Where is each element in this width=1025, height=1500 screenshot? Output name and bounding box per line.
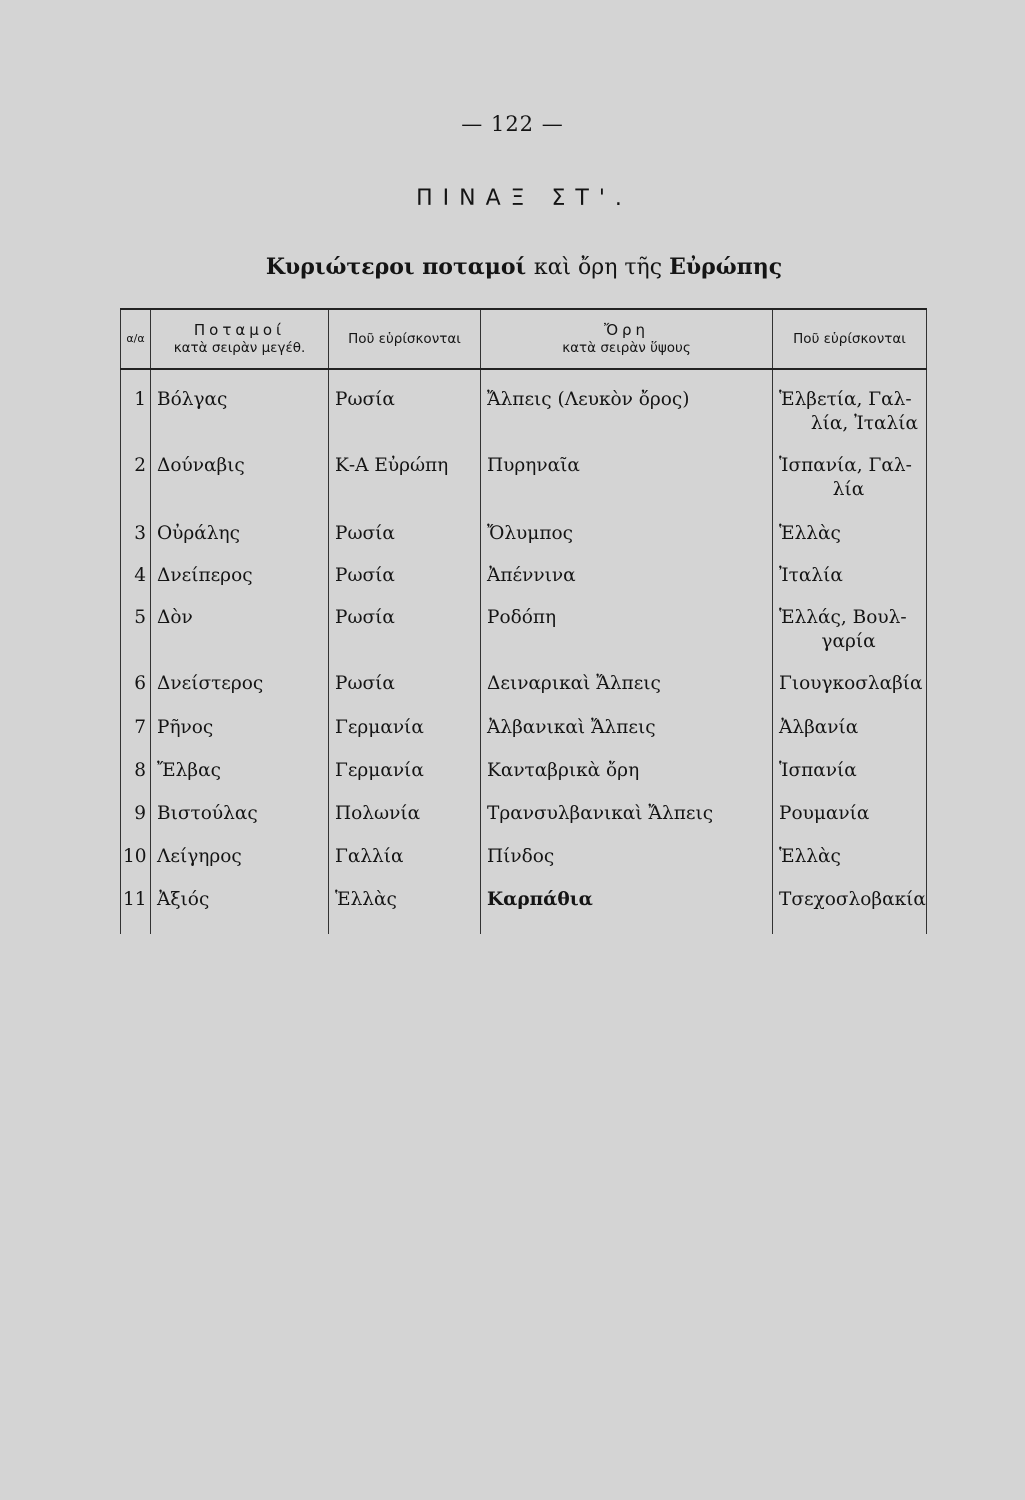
cell-river: Βιστούλας xyxy=(151,798,329,841)
table-row xyxy=(121,450,927,518)
cell-river: Βόλγας xyxy=(151,384,329,450)
table-row xyxy=(121,798,927,841)
table-row xyxy=(121,755,927,798)
table-row xyxy=(121,518,927,560)
cell-river-where: Ἑλλὰς xyxy=(329,884,481,934)
cell-mountain-where-line2: γαρία xyxy=(821,631,876,652)
cell-river-where: Ρωσία xyxy=(329,560,481,602)
cell-mountain-where xyxy=(773,384,927,450)
header-mountains xyxy=(481,309,773,369)
cell-mountain: Πίνδος xyxy=(481,841,773,884)
cell-rank: 10 xyxy=(121,841,151,884)
cell-rank: 4 xyxy=(121,560,151,602)
cell-mountain-where-line1: Ἑλβετία, Γαλ- xyxy=(779,389,912,410)
cell-river: Δνείστερος xyxy=(151,668,329,712)
cell-river: Ρῆνος xyxy=(151,712,329,755)
cell-mountain: Ροδόπη xyxy=(481,602,773,668)
cell-rank: 11 xyxy=(121,884,151,934)
cell-mountain-where: Τσεχοσλοβακία xyxy=(773,884,927,934)
cell-rank: 1 xyxy=(121,384,151,450)
cell-mountain-where-line2: λία xyxy=(832,479,865,500)
header-rivers-where: Ποῦ εὑρίσκονται xyxy=(329,309,481,369)
cell-rank: 9 xyxy=(121,798,151,841)
cell-river-where: Κ-Α Εὐρώπη xyxy=(329,450,481,518)
cell-mountain-where: Ρουμανία xyxy=(773,798,927,841)
cell-mountain-where: Ἱσπανία xyxy=(773,755,927,798)
cell-mountain-where: Γιουγκοσλαβία xyxy=(773,668,927,712)
spacer-row xyxy=(121,369,927,384)
table-row xyxy=(121,884,927,934)
cell-river: Δούναβις xyxy=(151,450,329,518)
cell-river-where: Πολωνία xyxy=(329,798,481,841)
header-mountains-title: Ὄρη xyxy=(603,321,650,339)
rivers-mountains-table xyxy=(120,308,927,934)
subtitle-part-b: καὶ ὄρη τῆς xyxy=(533,255,670,280)
cell-mountain-where: Ἰταλία xyxy=(773,560,927,602)
cell-river: Δνείπερος xyxy=(151,560,329,602)
cell-river: Δὸν xyxy=(151,602,329,668)
cell-river-where: Γερμανία xyxy=(329,755,481,798)
cell-rank: 5 xyxy=(121,602,151,668)
cell-mountain-where-line2: λία, Ἰταλία xyxy=(810,413,918,434)
table-row xyxy=(121,841,927,884)
table-row xyxy=(121,602,927,668)
header-rank: α/α xyxy=(121,309,151,369)
header-rivers xyxy=(151,309,329,369)
cell-river-where: Ρωσία xyxy=(329,384,481,450)
cell-rank: 6 xyxy=(121,668,151,712)
cell-river: Λείγηρος xyxy=(151,841,329,884)
header-mountains-where: Ποῦ εὑρίσκονται xyxy=(773,309,927,369)
cell-river-where: Ρωσία xyxy=(329,602,481,668)
header-mountains-subtitle: κατὰ σειρὰν ὕψους xyxy=(562,340,691,356)
table-title: ΠΙΝΑΞ ΣΤ'. xyxy=(416,186,632,211)
cell-mountain-where: Ἑλλὰς xyxy=(773,841,927,884)
cell-mountain-where-line1: Ἱσπανία, Γαλ- xyxy=(779,455,912,476)
cell-river: Ἔλβας xyxy=(151,755,329,798)
cell-mountain-where xyxy=(773,450,927,518)
cell-mountain: Δειναρικαὶ Ἄλπεις xyxy=(481,668,773,712)
cell-river: Ἀξιός xyxy=(151,884,329,934)
header-rivers-subtitle: κατὰ σειρὰν μεγέθ. xyxy=(173,340,306,356)
cell-river-where: Ρωσία xyxy=(329,668,481,712)
cell-mountain-where xyxy=(773,602,927,668)
subtitle-part-a: Κυριώτεροι ποταμοί xyxy=(265,254,534,280)
cell-mountain-where: Ἀλβανία xyxy=(773,712,927,755)
cell-mountain: Ἀλβανικαὶ Ἄλπεις xyxy=(481,712,773,755)
cell-rank: 3 xyxy=(121,518,151,560)
cell-river-where: Ρωσία xyxy=(329,518,481,560)
cell-rank: 2 xyxy=(121,450,151,518)
subtitle-part-c: Εὐρώπης xyxy=(669,254,783,280)
cell-mountain: Καρπάθια xyxy=(481,884,773,934)
table-row xyxy=(121,668,927,712)
cell-river: Οὐράλης xyxy=(151,518,329,560)
cell-mountain: Ἀπέννινα xyxy=(481,560,773,602)
table-row xyxy=(121,712,927,755)
table-row xyxy=(121,560,927,602)
page-number: — 122 — xyxy=(461,112,564,136)
table-header-row xyxy=(121,309,927,369)
cell-river-where: Γερμανία xyxy=(329,712,481,755)
cell-mountain: Κανταβρικὰ ὄρη xyxy=(481,755,773,798)
cell-mountain: Ἄλπεις (Λευκὸν ὄρος) xyxy=(481,384,773,450)
cell-river-where: Γαλλία xyxy=(329,841,481,884)
cell-mountain-where-line1: Ἑλλάς, Βουλ- xyxy=(779,607,907,628)
table-subtitle xyxy=(0,254,1025,280)
cell-rank: 7 xyxy=(121,712,151,755)
table-row xyxy=(121,384,927,450)
cell-mountain: Ὄλυμπος xyxy=(481,518,773,560)
cell-rank: 8 xyxy=(121,755,151,798)
header-rivers-title: Ποταμοί xyxy=(193,321,286,339)
cell-mountain-where: Ἑλλὰς xyxy=(773,518,927,560)
cell-mountain: Τρανσυλβανικαὶ Ἄλπεις xyxy=(481,798,773,841)
cell-mountain: Πυρηναῖα xyxy=(481,450,773,518)
